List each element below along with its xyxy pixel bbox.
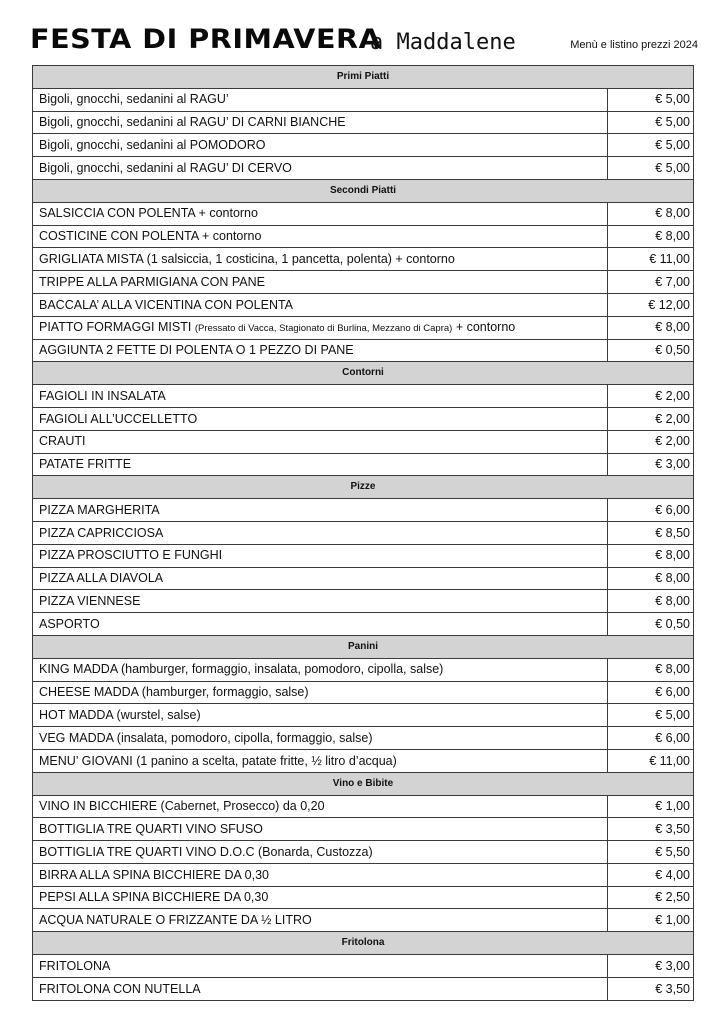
menu-item-name: VEG MADDA (insalata, pomodoro, cipolla, formaggio, salse) [39,730,373,745]
menu-item-name-cell [33,134,608,157]
menu-item-name-cell [33,339,608,362]
menu-item-price: € 8,00 [608,544,694,567]
menu-item-price: € 0,50 [608,339,694,362]
menu-item-name-cell [33,681,608,704]
menu-item-name: Bigoli, gnocchi, sedanini al RAGU’ DI CARNI BIANCHE [39,115,346,130]
menu-item-row [33,339,694,362]
menu-item-name: FRITOLONA [39,958,111,973]
menu-item-row [33,499,694,522]
menu-item-name: PIZZA ALLA DIAVOLA [39,571,164,586]
menu-item-name: ACQUA NATURALE O FRIZZANTE DA ½ LITRO [39,913,312,928]
menu-item-name-cell [33,248,608,271]
menu-item-name-cell [33,385,608,408]
menu-item-price: € 5,00 [608,88,694,111]
menu-item-name-cell [33,157,608,180]
menu-item-row [33,202,694,225]
menu-edition: Menù e listino prezzi 2024 [570,39,698,51]
menu-item-name-cell [33,590,608,613]
section-title: Panini [33,635,694,658]
menu-item-name-cell [33,567,608,590]
menu-item-name: BIRRA ALLA SPINA BICCHIERE DA 0,30 [39,867,269,882]
menu-item-price: € 8,00 [608,658,694,681]
menu-item-name-cell [33,430,608,453]
menu-item-price: € 5,00 [608,134,694,157]
section-title: Vino e Bibite [33,772,694,795]
menu-item-row [33,818,694,841]
menu-item-name: MENU’ GIOVANI (1 panino a scelta, patate fritte, ½ litro d’acqua) [39,753,397,768]
menu-item-price: € 0,50 [608,613,694,636]
section-header-row [33,932,694,955]
menu-item-name: CRAUTI [39,434,86,449]
menu-item-note: (Pressato di Vacca, Stagionato di Burlina, Mezzano di Capra) [194,323,453,335]
menu-item-price: € 1,00 [608,795,694,818]
menu-item-price: € 6,00 [608,499,694,522]
section-header-row [33,362,694,385]
menu-item-price: € 7,00 [608,271,694,294]
menu-item-row [33,886,694,909]
menu-item-price: € 1,00 [608,909,694,932]
menu-item-name: PIZZA PROSCIUTTO E FUNGHI [39,548,223,563]
menu-item-name: SALSICCIA CON POLENTA + contorno [39,206,258,221]
menu-item-row [33,863,694,886]
menu-item-row [33,590,694,613]
menu-item-name: HOT MADDA (wurstel, salse) [39,707,201,722]
menu-item-name-cell [33,316,608,339]
menu-item-suffix: + contorno [455,320,516,335]
menu-item-row [33,681,694,704]
menu-item-name: BOTTIGLIA TRE QUARTI VINO SFUSO [39,821,263,836]
menu-item-price: € 2,00 [608,385,694,408]
section-title: Pizze [33,476,694,499]
menu-item-name-cell [33,225,608,248]
menu-item-name: PIZZA VIENNESE [39,593,141,608]
menu-table-body [33,66,694,1001]
menu-item-name-cell [33,704,608,727]
menu-item-name: PIATTO FORMAGGI MISTI [39,320,192,335]
menu-item-name: CHEESE MADDA (hamburger, formaggio, salse) [39,685,309,700]
menu-item-name: BOTTIGLIA TRE QUARTI VINO D.O.C (Bonarda, Custozza) [39,844,373,859]
menu-item-price: € 8,00 [608,567,694,590]
menu-item-row [33,293,694,316]
menu-item-price: € 2,00 [608,407,694,430]
menu-item-name: Bigoli, gnocchi, sedanini al RAGU’ DI CERVO [39,160,292,175]
menu-item-price: € 5,00 [608,157,694,180]
menu-item-row [33,157,694,180]
menu-item-name-cell [33,818,608,841]
menu-item-row [33,567,694,590]
menu-item-name: AGGIUNTA 2 FETTE DI POLENTA O 1 PEZZO DI PANE [39,343,354,358]
section-header-row [33,476,694,499]
menu-item-name: GRIGLIATA MISTA (1 salsiccia, 1 costicina, 1 pancetta, polenta) + contorno [39,252,455,267]
menu-item-name-cell [33,977,608,1000]
section-title: Primi Piatti [33,66,694,89]
menu-item-row [33,225,694,248]
menu-item-row [33,955,694,978]
menu-item-price: € 5,50 [608,841,694,864]
menu-item-price: € 3,00 [608,955,694,978]
menu-item-row [33,795,694,818]
menu-item-name: FAGIOLI ALL’UCCELLETTO [39,411,198,426]
menu-item-price: € 11,00 [608,749,694,772]
menu-item-row [33,544,694,567]
menu-item-price: € 2,00 [608,430,694,453]
menu-item-name-cell [33,88,608,111]
menu-item-row [33,977,694,1000]
menu-item-price: € 8,50 [608,521,694,544]
menu-item-price: € 5,00 [608,704,694,727]
menu-item-row [33,134,694,157]
menu-item-name: PIZZA MARGHERITA [39,502,160,517]
page-header [30,18,700,62]
menu-item-name: Bigoli, gnocchi, sedanini al POMODORO [39,138,266,153]
menu-item-price: € 2,50 [608,886,694,909]
menu-item-price: € 8,00 [608,316,694,339]
menu-item-row [33,658,694,681]
menu-item-name: COSTICINE CON POLENTA + contorno [39,229,262,244]
menu-item-price: € 6,00 [608,727,694,750]
menu-item-name-cell [33,521,608,544]
menu-item-row [33,111,694,134]
menu-item-name: FRITOLONA CON NUTELLA [39,981,201,996]
menu-item-row [33,88,694,111]
section-title: Secondi Piatti [33,179,694,202]
menu-item-price: € 11,00 [608,248,694,271]
section-title: Fritolona [33,932,694,955]
menu-item-row [33,316,694,339]
menu-item-name-cell [33,863,608,886]
section-header-row [33,772,694,795]
section-header-row [33,66,694,89]
menu-item-name-cell [33,499,608,522]
menu-item-row [33,271,694,294]
page-title: FESTA DI PRIMAVERA [30,24,382,55]
menu-item-row [33,841,694,864]
section-header-row [33,635,694,658]
section-header-row [33,179,694,202]
menu-item-name-cell [33,841,608,864]
menu-item-price: € 12,00 [608,293,694,316]
menu-item-name: TRIPPE ALLA PARMIGIANA CON PANE [39,274,265,289]
menu-item-name-cell [33,613,608,636]
menu-item-name-cell [33,955,608,978]
menu-item-price: € 6,00 [608,681,694,704]
menu-item-price: € 3,50 [608,977,694,1000]
menu-item-price: € 4,00 [608,863,694,886]
page-subtitle: a Maddalene [370,30,516,55]
menu-item-name-cell [33,202,608,225]
menu-item-name: VINO IN BICCHIERE (Cabernet, Prosecco) da 0,20 [39,799,325,814]
menu-item-price: € 5,00 [608,111,694,134]
menu-item-name-cell [33,727,608,750]
menu-item-name-cell [33,453,608,476]
menu-item-row [33,749,694,772]
menu-item-name: PATATE FRITTE [39,457,132,472]
menu-item-row [33,453,694,476]
menu-item-name-cell [33,407,608,430]
menu-item-row [33,909,694,932]
menu-item-name: Bigoli, gnocchi, sedanini al RAGU’ [39,92,229,107]
menu-item-name-cell [33,658,608,681]
menu-item-row [33,613,694,636]
menu-item-name: ASPORTO [39,616,100,631]
menu-item-price: € 8,00 [608,202,694,225]
section-title: Contorni [33,362,694,385]
menu-item-name: FAGIOLI IN INSALATA [39,388,166,403]
menu-item-name-cell [33,271,608,294]
menu-item-price: € 8,00 [608,225,694,248]
menu-item-name: KING MADDA (hamburger, formaggio, insalata, pomodoro, cipolla, salse) [39,662,444,677]
menu-item-name-cell [33,111,608,134]
menu-item-name-cell [33,749,608,772]
menu-item-row [33,248,694,271]
menu-item-price: € 8,00 [608,590,694,613]
menu-item-row [33,385,694,408]
menu-item-name: PEPSI ALLA SPINA BICCHIERE DA 0,30 [39,890,269,905]
menu-item-row [33,704,694,727]
menu-item-name: BACCALA’ ALLA VICENTINA CON POLENTA [39,297,294,312]
menu-item-row [33,407,694,430]
menu-item-row [33,430,694,453]
menu-item-name-cell [33,544,608,567]
menu-item-name-cell [33,795,608,818]
menu-item-price: € 3,50 [608,818,694,841]
menu-item-name-cell [33,886,608,909]
menu-item-row [33,521,694,544]
menu-item-row [33,727,694,750]
menu-item-name-cell [33,293,608,316]
menu-table [32,65,694,1001]
menu-item-name-cell [33,909,608,932]
menu-item-price: € 3,00 [608,453,694,476]
menu-item-name: PIZZA CAPRICCIOSA [39,525,164,540]
